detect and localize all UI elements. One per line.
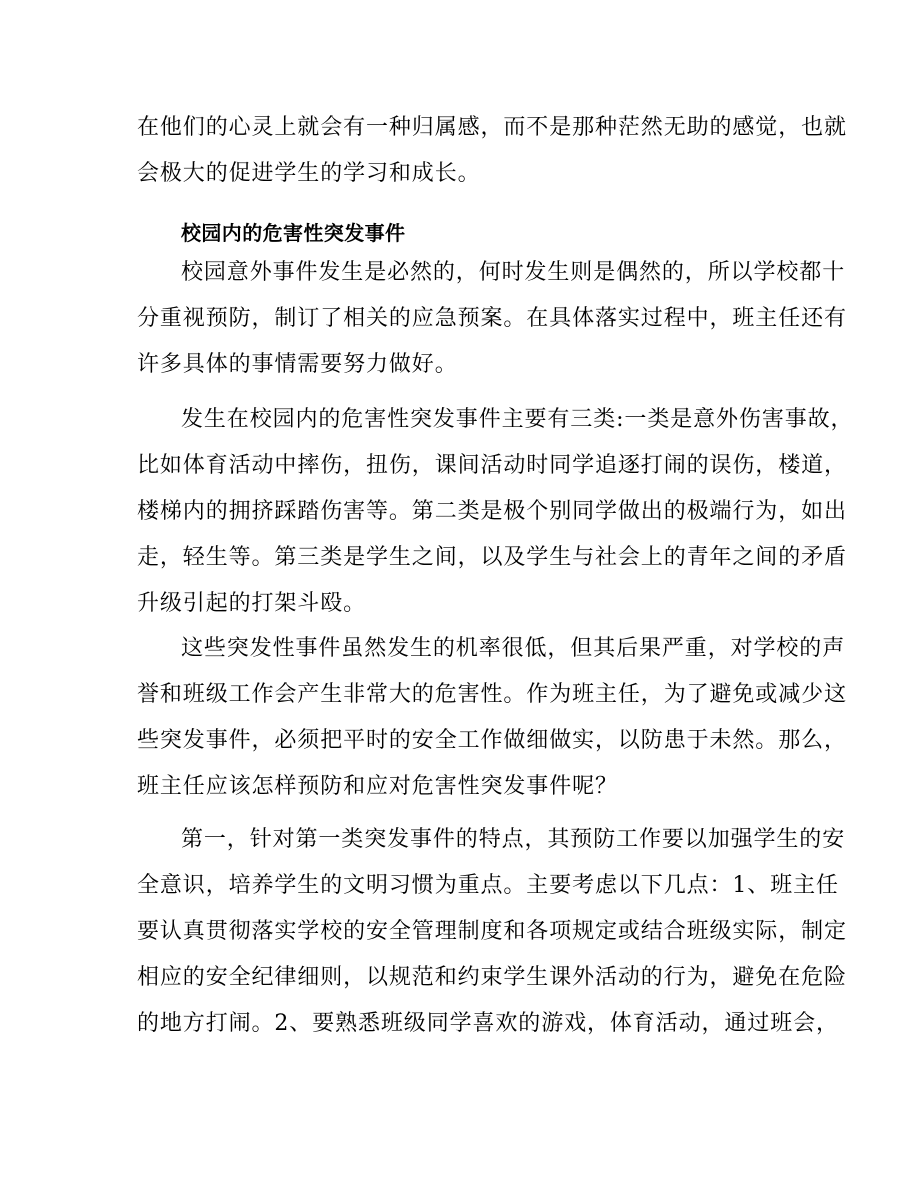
text-line: 比如体育活动中摔伤，扭伤，课间活动时同学追逐打闹的误伤，楼道， [137,453,847,478]
paragraph-4 [137,626,847,810]
text-line: 许多具体的事情需要努力做好。 [137,352,458,377]
text-line: 在他们的心灵上就会有一种归属感，而不是那种茫然无助的感觉，也就 [137,115,847,140]
text-line: 的地方打闹。2、要熟悉班级同学喜欢的游戏，体育活动，通过班会， [137,1011,839,1036]
paragraph-2 [137,250,847,388]
text-line: 这些突发性事件虽然发生的机率很低，但其后果严重，对学校的声 [181,636,846,661]
text-line: 班主任应该怎样预防和应对危害性突发事件呢？ [137,774,618,799]
text-line: 要认真贯彻落实学校的安全管理制度和各项规定或结合班级实际，制定 [137,919,847,944]
text-line: 誉和班级工作会产生非常大的危害性。作为班主任，为了避免或减少这 [137,682,847,707]
paragraph-continuation [137,105,847,197]
text-line: 相应的安全纪律细则，以规范和约束学生课外活动的行为，避免在危险 [137,965,847,990]
text-line: 些突发事件，必须把平时的安全工作做细做实，以防患于未然。那么， [137,728,847,753]
text-line: 第一，针对第一类突发事件的特点，其预防工作要以加强学生的安 [181,827,846,852]
paragraph-5 [137,817,847,1047]
text-line: 升级引起的打架斗殴。 [137,591,367,616]
text-line: 分重视预防，制订了相关的应急预案。在具体落实过程中，班主任还有 [137,306,847,331]
text-line: 校园意外事件发生是必然的，何时发生则是偶然的，所以学校都十 [181,260,846,285]
heading-text: 校园内的危害性突发事件 [181,221,406,245]
text-line: 全意识，培养学生的文明习惯为重点。主要考虑以下几点：1、班主任 [137,873,839,898]
paragraph-3 [137,397,854,627]
text-line: 发生在校园内的危害性突发事件主要有三类:一类是意外伤害事故， [181,407,854,432]
text-line: 会极大的促进学生的学习和成长。 [137,161,481,186]
text-line: 走，轻生等。第三类是学生之间，以及学生与社会上的青年之间的矛盾 [137,545,847,570]
text-line: 楼梯内的拥挤踩踏伤害等。第二类是极个别同学做出的极端行为，如出 [137,499,847,524]
